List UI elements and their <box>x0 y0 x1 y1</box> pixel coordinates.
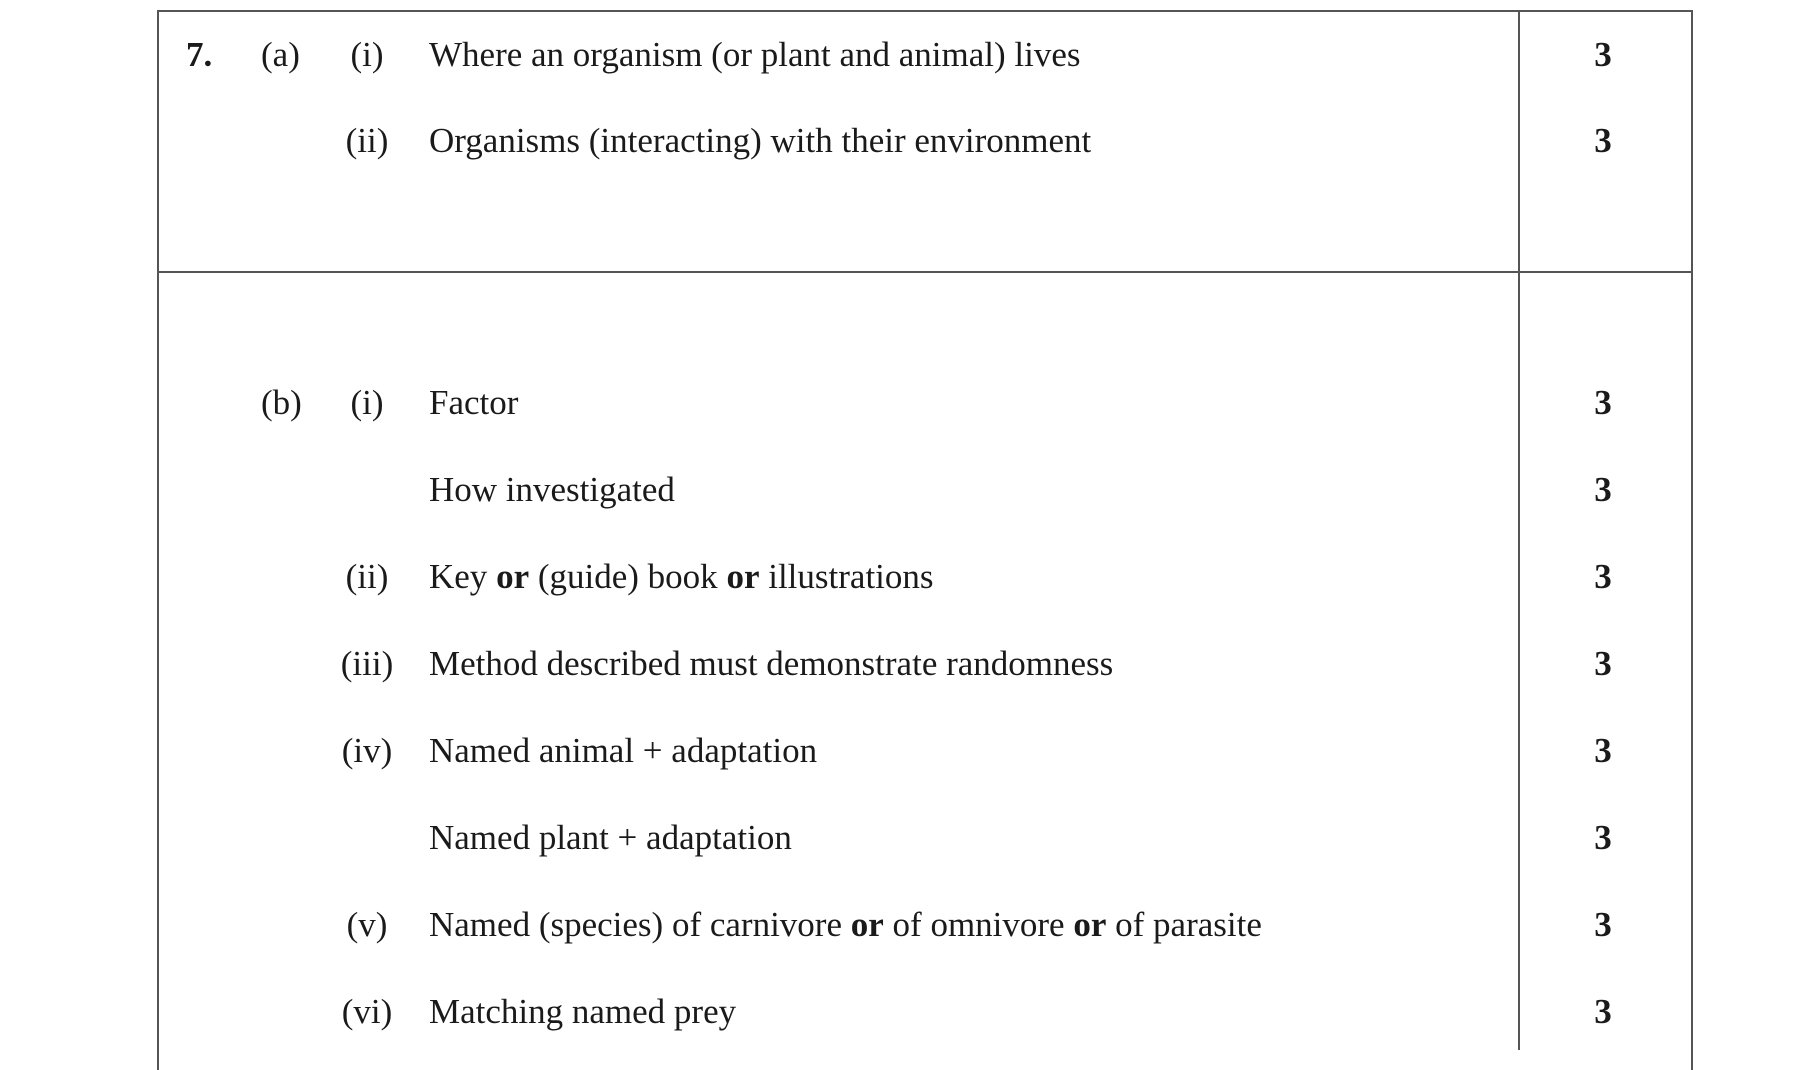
row-b-i <box>0 383 1818 423</box>
row-b-v <box>0 905 1818 945</box>
sub-label: (ii) <box>345 121 389 160</box>
part-label-a: (a) <box>261 35 300 74</box>
question-number: 7. <box>186 35 213 74</box>
mark-value: 3 <box>1594 905 1612 944</box>
row-a-ii <box>0 121 1818 161</box>
section-divider <box>157 271 1693 273</box>
answer-text: Method described must demonstrate randomness <box>429 644 1114 683</box>
sub-label: (iv) <box>341 731 393 770</box>
answer-text: Where an organism (or plant and animal) lives <box>429 35 1081 74</box>
mark-value: 3 <box>1594 470 1612 509</box>
row-b-iv <box>0 731 1818 771</box>
answer-text: How investigated <box>429 470 675 509</box>
row-b-iii <box>0 644 1818 684</box>
answer-text: Matching named prey <box>429 992 737 1031</box>
mark-value: 3 <box>1594 731 1612 770</box>
part-label-b: (b) <box>261 383 302 422</box>
row-b-i-how <box>0 470 1818 510</box>
row-b-ii <box>0 557 1818 597</box>
sub-label: (ii) <box>345 557 389 596</box>
mark-value: 3 <box>1594 383 1612 422</box>
mark-value: 3 <box>1594 992 1612 1031</box>
sub-label: (iii) <box>340 644 394 683</box>
sub-label: (v) <box>346 905 388 944</box>
mark-value: 3 <box>1594 644 1612 683</box>
mark-value: 3 <box>1594 35 1612 74</box>
answer-text: Factor <box>429 383 519 422</box>
row-a-i <box>0 35 1818 75</box>
mark-value: 3 <box>1594 557 1612 596</box>
sub-label: (i) <box>350 35 384 74</box>
sub-label: (vi) <box>341 992 393 1031</box>
mark-value: 3 <box>1594 818 1612 857</box>
row-b-iv-plant <box>0 818 1818 858</box>
marks-column-divider <box>1518 10 1520 1050</box>
row-b-vi <box>0 992 1818 1032</box>
answer-text: Named (species) of carnivore or of omnivore or of parasite <box>429 905 1262 944</box>
answer-text: Named plant + adaptation <box>429 818 792 857</box>
sub-label: (i) <box>350 383 384 422</box>
answer-text: Named animal + adaptation <box>429 731 818 770</box>
mark-value: 3 <box>1594 121 1612 160</box>
answer-text: Key or (guide) book or illustrations <box>429 557 934 596</box>
answer-text: Organisms (interacting) with their environment <box>429 121 1092 160</box>
